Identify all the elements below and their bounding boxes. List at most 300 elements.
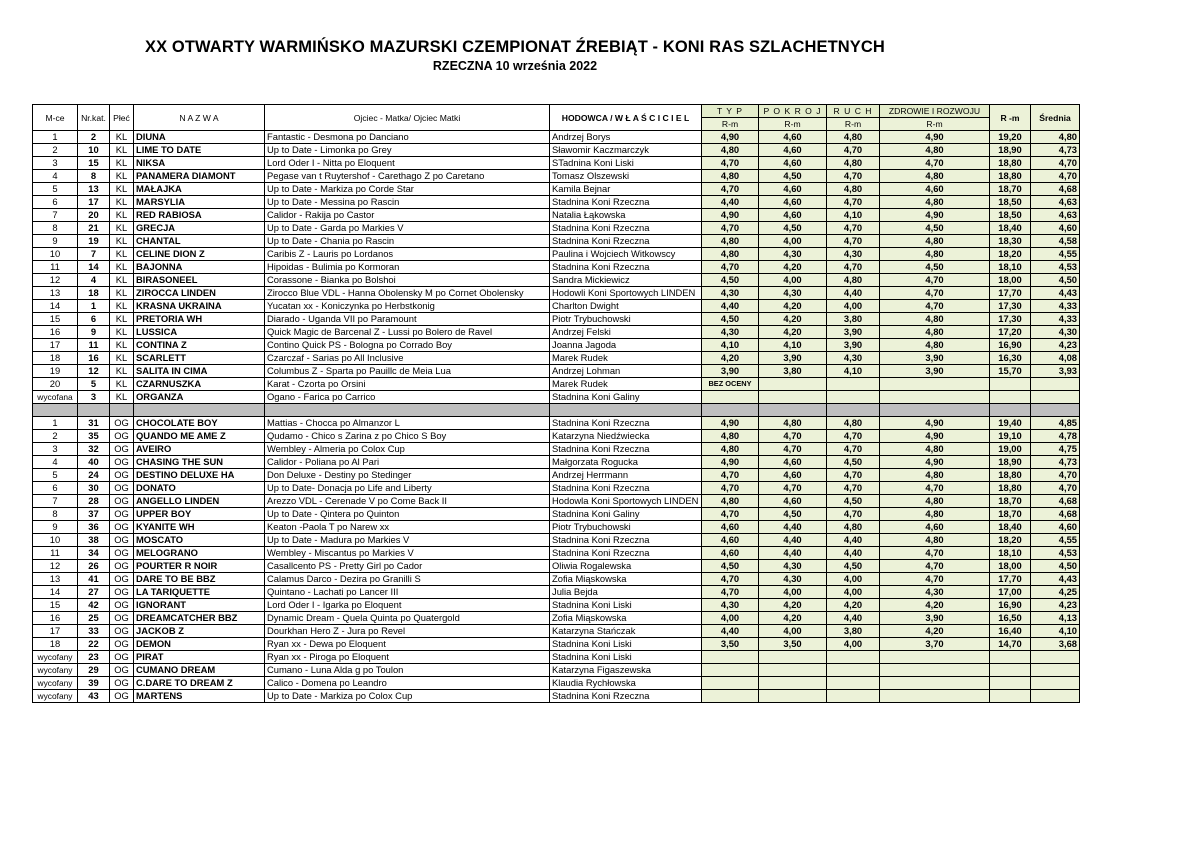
cell-breeder: Stadnina Koni Galiny — [550, 508, 702, 521]
cell-pokroj: 4,20 — [759, 326, 827, 339]
cell-zdrowie: 4,70 — [880, 482, 990, 495]
cell-nr: 30 — [78, 482, 110, 495]
cell-name: DARE TO BE BBZ — [134, 573, 265, 586]
cell-place: 11 — [33, 547, 78, 560]
cell-ruch: 4,40 — [827, 534, 880, 547]
cell-place: 8 — [33, 508, 78, 521]
cell-typ: 4,70 — [702, 586, 759, 599]
cell-avg: 4,68 — [1031, 495, 1080, 508]
cell-breeder: Piotr Trybuchowski — [550, 313, 702, 326]
cell-sex: OG — [110, 547, 134, 560]
table-row — [33, 690, 1080, 703]
cell-nr: 11 — [78, 339, 110, 352]
cell-avg: 4,53 — [1031, 547, 1080, 560]
cell-breeder: Stadnina Koni Rzeczna — [550, 690, 702, 703]
table-row — [33, 235, 1080, 248]
cell-sex: OG — [110, 612, 134, 625]
cell-avg: 4,43 — [1031, 287, 1080, 300]
cell-pedigree: Up to Date - Garda po Markies V — [265, 222, 550, 235]
table-row — [33, 378, 1080, 391]
cell-pokroj: 3,50 — [759, 638, 827, 651]
cell-pedigree: Caribis Z - Lauris po Lordanos — [265, 248, 550, 261]
cell-name: ANGELLO LINDEN — [134, 495, 265, 508]
col-zdrowie: ZDROWIE I ROZWOJU — [880, 105, 990, 118]
cell-name: CZARNUSZKA — [134, 378, 265, 391]
cell-nr: 7 — [78, 248, 110, 261]
cell-place: 2 — [33, 430, 78, 443]
cell-rm: 16,50 — [990, 612, 1031, 625]
cell-zdrowie: 4,70 — [880, 573, 990, 586]
cell-pokroj: 4,30 — [759, 248, 827, 261]
cell-sex: KL — [110, 326, 134, 339]
cell-pokroj: 4,60 — [759, 456, 827, 469]
cell-sex: KL — [110, 248, 134, 261]
cell-place: 6 — [33, 482, 78, 495]
cell-pokroj: 4,20 — [759, 599, 827, 612]
cell-pokroj: 4,50 — [759, 508, 827, 521]
cell-pedigree: Wembley - Miscantus po Markies V — [265, 547, 550, 560]
cell-sex: OG — [110, 586, 134, 599]
cell-name: JACKOB Z — [134, 625, 265, 638]
cell-pokroj — [759, 677, 827, 690]
cell-pokroj — [759, 378, 827, 391]
cell-place: 18 — [33, 352, 78, 365]
cell-breeder: Hodowla Koni Sportowych LINDEN — [550, 495, 702, 508]
cell-place: 3 — [33, 443, 78, 456]
cell-place: 1 — [33, 417, 78, 430]
cell-pokroj: 4,60 — [759, 183, 827, 196]
cell-name: RED RABIOSA — [134, 209, 265, 222]
cell-place: 19 — [33, 365, 78, 378]
cell-pokroj: 4,40 — [759, 534, 827, 547]
cell-zdrowie — [880, 677, 990, 690]
cell-name: MELOGRANO — [134, 547, 265, 560]
cell-typ: 4,80 — [702, 248, 759, 261]
cell-pedigree: Calidor - Rakija po Castor — [265, 209, 550, 222]
cell-ruch: 4,80 — [827, 521, 880, 534]
cell-name: SALITA IN CIMA — [134, 365, 265, 378]
cell-name: PANAMERA DIAMONT — [134, 170, 265, 183]
cell-place: wycofany — [33, 651, 78, 664]
table-row — [33, 313, 1080, 326]
table-row — [33, 651, 1080, 664]
cell-breeder: Andrzej Felski — [550, 326, 702, 339]
cell-typ: 4,40 — [702, 625, 759, 638]
cell-breeder: Stadnina Koni Rzeczna — [550, 443, 702, 456]
cell-rm: 18,80 — [990, 170, 1031, 183]
cell-rm: 18,70 — [990, 508, 1031, 521]
col-pedigree: Ojciec - Matka/ Ojciec Matki — [265, 105, 550, 131]
cell-zdrowie: 4,50 — [880, 261, 990, 274]
cell-nr: 29 — [78, 664, 110, 677]
separator-cell — [759, 404, 827, 417]
cell-pedigree: Lord Oder I - Igarka po Eloquent — [265, 599, 550, 612]
cell-name: ZIROCCA LINDEN — [134, 287, 265, 300]
cell-pokroj: 4,60 — [759, 157, 827, 170]
cell-zdrowie: 4,80 — [880, 443, 990, 456]
cell-name: LA TARIQUETTE — [134, 586, 265, 599]
cell-sex: OG — [110, 599, 134, 612]
cell-zdrowie: 4,20 — [880, 599, 990, 612]
table-row — [33, 638, 1080, 651]
cell-place: 15 — [33, 599, 78, 612]
table-header — [33, 105, 1080, 131]
cell-zdrowie: 4,80 — [880, 495, 990, 508]
cell-breeder: Stadnina Koni Rzeczna — [550, 222, 702, 235]
cell-breeder: Andrzej Herrmann — [550, 469, 702, 482]
cell-typ: 4,80 — [702, 430, 759, 443]
cell-place: 6 — [33, 196, 78, 209]
cell-typ: 4,30 — [702, 326, 759, 339]
cell-nr: 1 — [78, 300, 110, 313]
cell-breeder: Tomasz Olszewski — [550, 170, 702, 183]
cell-name: CUMANO DREAM — [134, 664, 265, 677]
cell-breeder: Piotr Trybuchowski — [550, 521, 702, 534]
table-row — [33, 469, 1080, 482]
cell-typ: 4,40 — [702, 196, 759, 209]
cell-typ: 4,10 — [702, 339, 759, 352]
cell-rm — [990, 664, 1031, 677]
cell-rm: 19,20 — [990, 131, 1031, 144]
cell-ruch: 4,80 — [827, 417, 880, 430]
cell-place: 4 — [33, 170, 78, 183]
cell-pokroj: 4,00 — [759, 586, 827, 599]
cell-sex: OG — [110, 456, 134, 469]
table-row — [33, 144, 1080, 157]
cell-rm — [990, 391, 1031, 404]
cell-pokroj: 4,30 — [759, 560, 827, 573]
cell-pokroj: 4,60 — [759, 495, 827, 508]
cell-typ: 4,80 — [702, 495, 759, 508]
cell-rm: 18,70 — [990, 183, 1031, 196]
cell-avg: 4,25 — [1031, 586, 1080, 599]
cell-typ: 4,50 — [702, 274, 759, 287]
cell-zdrowie: 3,90 — [880, 612, 990, 625]
cell-place: 14 — [33, 300, 78, 313]
cell-avg: 4,85 — [1031, 417, 1080, 430]
cell-avg: 4,60 — [1031, 521, 1080, 534]
cell-avg: 3,68 — [1031, 638, 1080, 651]
cell-typ: 4,80 — [702, 170, 759, 183]
cell-sex: OG — [110, 430, 134, 443]
cell-name: MOSCATO — [134, 534, 265, 547]
cell-avg: 4,73 — [1031, 144, 1080, 157]
cell-name: CHOCOLATE BOY — [134, 417, 265, 430]
cell-ruch: 4,00 — [827, 573, 880, 586]
cell-zdrowie — [880, 391, 990, 404]
cell-pedigree: Calidor - Poliana po Al Pari — [265, 456, 550, 469]
cell-breeder: Stadnina Koni Rzeczna — [550, 547, 702, 560]
cell-rm: 18,20 — [990, 248, 1031, 261]
cell-breeder: Zofia Miąskowska — [550, 612, 702, 625]
cell-pedigree: Up to Date - Qintera po Quinton — [265, 508, 550, 521]
cell-pedigree: Columbus Z - Sparta po Pauillc de Meia Lua — [265, 365, 550, 378]
cell-name: DIUNA — [134, 131, 265, 144]
cell-ruch: 3,90 — [827, 339, 880, 352]
table-row — [33, 612, 1080, 625]
cell-place: 15 — [33, 313, 78, 326]
cell-pokroj: 4,30 — [759, 573, 827, 586]
table-row — [33, 495, 1080, 508]
cell-sex: KL — [110, 183, 134, 196]
cell-typ: 4,70 — [702, 573, 759, 586]
cell-name: AVEIRO — [134, 443, 265, 456]
cell-zdrowie: 4,70 — [880, 287, 990, 300]
table-row — [33, 365, 1080, 378]
cell-pokroj: 4,60 — [759, 196, 827, 209]
cell-rm — [990, 378, 1031, 391]
col-name: N A Z W A — [134, 105, 265, 131]
cell-typ: 4,30 — [702, 599, 759, 612]
table-row — [33, 573, 1080, 586]
cell-place: 10 — [33, 248, 78, 261]
col-ruch: R U C H — [827, 105, 880, 118]
cell-rm: 17,30 — [990, 300, 1031, 313]
cell-zdrowie: 4,90 — [880, 430, 990, 443]
table-row — [33, 534, 1080, 547]
cell-ruch: 4,70 — [827, 508, 880, 521]
cell-ruch: 4,70 — [827, 144, 880, 157]
cell-nr: 21 — [78, 222, 110, 235]
cell-ruch: 4,70 — [827, 235, 880, 248]
cell-breeder: Katarzyna Figaszewska — [550, 664, 702, 677]
cell-sex: KL — [110, 196, 134, 209]
cell-ruch: 4,10 — [827, 365, 880, 378]
cell-avg: 4,13 — [1031, 612, 1080, 625]
cell-ruch: 4,20 — [827, 599, 880, 612]
cell-place: 5 — [33, 183, 78, 196]
cell-breeder: Paulina i Wojciech Witkowscy — [550, 248, 702, 261]
cell-avg — [1031, 664, 1080, 677]
cell-avg: 3,93 — [1031, 365, 1080, 378]
cell-avg: 4,23 — [1031, 599, 1080, 612]
cell-ruch: 4,70 — [827, 196, 880, 209]
col-rm: R -m — [990, 105, 1031, 131]
cell-nr: 43 — [78, 690, 110, 703]
separator-cell — [827, 404, 880, 417]
cell-avg: 4,78 — [1031, 430, 1080, 443]
cell-rm: 18,80 — [990, 157, 1031, 170]
table-row — [33, 482, 1080, 495]
cell-typ: 4,40 — [702, 300, 759, 313]
cell-typ — [702, 651, 759, 664]
cell-pokroj — [759, 651, 827, 664]
cell-avg — [1031, 677, 1080, 690]
cell-rm: 19,10 — [990, 430, 1031, 443]
cell-place: wycofany — [33, 664, 78, 677]
cell-ruch: 4,00 — [827, 300, 880, 313]
table-row — [33, 391, 1080, 404]
cell-ruch: 4,30 — [827, 352, 880, 365]
cell-place: 16 — [33, 326, 78, 339]
cell-sex: KL — [110, 209, 134, 222]
cell-breeder: Andrzej Lohman — [550, 365, 702, 378]
cell-avg: 4,08 — [1031, 352, 1080, 365]
cell-pokroj: 4,40 — [759, 547, 827, 560]
cell-nr: 32 — [78, 443, 110, 456]
cell-nr: 38 — [78, 534, 110, 547]
cell-sex: KL — [110, 157, 134, 170]
cell-sex: OG — [110, 534, 134, 547]
separator-cell — [265, 404, 550, 417]
cell-sex: KL — [110, 313, 134, 326]
cell-pokroj: 4,80 — [759, 417, 827, 430]
cell-pokroj: 3,80 — [759, 365, 827, 378]
cell-ruch: 4,30 — [827, 248, 880, 261]
cell-zdrowie: 4,20 — [880, 625, 990, 638]
cell-sex: OG — [110, 664, 134, 677]
cell-typ: 4,80 — [702, 235, 759, 248]
cell-avg: 4,63 — [1031, 196, 1080, 209]
cell-ruch — [827, 690, 880, 703]
cell-avg — [1031, 651, 1080, 664]
cell-pedigree: Up to Date - Markiza po Colox Cup — [265, 690, 550, 703]
cell-zdrowie: 4,80 — [880, 170, 990, 183]
cell-place: 14 — [33, 586, 78, 599]
cell-place: 7 — [33, 495, 78, 508]
cell-typ: 4,60 — [702, 534, 759, 547]
cell-nr: 10 — [78, 144, 110, 157]
cell-sex: OG — [110, 690, 134, 703]
cell-breeder: Zofia Miąskowska — [550, 573, 702, 586]
cell-breeder: Stadnina Koni Rzeczna — [550, 482, 702, 495]
cell-breeder: Stadnina Koni Rzeczna — [550, 196, 702, 209]
cell-typ: 4,70 — [702, 183, 759, 196]
cell-sex: OG — [110, 482, 134, 495]
cell-pedigree: Up to Date - Markiza po Corde Star — [265, 183, 550, 196]
cell-pedigree: Quintano - Lachati po Lancer III — [265, 586, 550, 599]
cell-typ: 4,80 — [702, 144, 759, 157]
cell-pedigree: Keaton -Paola T po Narew xx — [265, 521, 550, 534]
cell-zdrowie: 4,60 — [880, 521, 990, 534]
cell-ruch: 4,10 — [827, 209, 880, 222]
cell-place: 16 — [33, 612, 78, 625]
cell-pedigree: Quick Magic de Barcenal Z - Lussi po Bolero de Ravel — [265, 326, 550, 339]
cell-avg — [1031, 378, 1080, 391]
cell-nr: 20 — [78, 209, 110, 222]
cell-ruch: 4,50 — [827, 456, 880, 469]
cell-avg: 4,58 — [1031, 235, 1080, 248]
cell-breeder: Katarzyna Niedźwiecka — [550, 430, 702, 443]
cell-avg: 4,60 — [1031, 222, 1080, 235]
cell-sex: OG — [110, 443, 134, 456]
col-place: M-ce — [33, 105, 78, 131]
cell-pedigree: Up to Date - Chania po Rascin — [265, 235, 550, 248]
cell-name: UPPER BOY — [134, 508, 265, 521]
cell-name: LIME TO DATE — [134, 144, 265, 157]
cell-ruch: 3,90 — [827, 326, 880, 339]
sub-rm-typ: R-m — [702, 118, 759, 131]
cell-name: SCARLETT — [134, 352, 265, 365]
cell-zdrowie: 4,80 — [880, 248, 990, 261]
cell-breeder: Natalia Łąkowska — [550, 209, 702, 222]
cell-sex: OG — [110, 573, 134, 586]
cell-nr: 28 — [78, 495, 110, 508]
cell-breeder: Sandra Mickiewicz — [550, 274, 702, 287]
table-row — [33, 300, 1080, 313]
cell-sex: KL — [110, 365, 134, 378]
cell-typ: 4,50 — [702, 313, 759, 326]
cell-typ: 4,70 — [702, 261, 759, 274]
cell-sex: KL — [110, 170, 134, 183]
cell-typ: 4,70 — [702, 157, 759, 170]
cell-avg: 4,23 — [1031, 339, 1080, 352]
cell-rm — [990, 677, 1031, 690]
cell-rm: 18,10 — [990, 547, 1031, 560]
cell-sex: OG — [110, 469, 134, 482]
cell-typ: 4,70 — [702, 469, 759, 482]
cell-rm — [990, 690, 1031, 703]
cell-pedigree: Ryan xx - Dewa po Eloquent — [265, 638, 550, 651]
table-row — [33, 599, 1080, 612]
cell-ruch: 4,80 — [827, 274, 880, 287]
cell-ruch: 4,00 — [827, 638, 880, 651]
cell-name: PRETORIA WH — [134, 313, 265, 326]
cell-breeder: Stadnina Koni Liski — [550, 651, 702, 664]
cell-breeder: Julia Bejda — [550, 586, 702, 599]
cell-place: 9 — [33, 521, 78, 534]
cell-typ: 4,90 — [702, 131, 759, 144]
cell-zdrowie: 3,90 — [880, 365, 990, 378]
cell-pokroj: 4,50 — [759, 170, 827, 183]
cell-name: MARSYLIA — [134, 196, 265, 209]
cell-ruch: 4,70 — [827, 482, 880, 495]
cell-sex: KL — [110, 300, 134, 313]
cell-zdrowie: 4,70 — [880, 547, 990, 560]
separator-cell — [1031, 404, 1080, 417]
cell-rm — [990, 651, 1031, 664]
cell-name: ORGANZA — [134, 391, 265, 404]
cell-place: 7 — [33, 209, 78, 222]
separator-cell — [110, 404, 134, 417]
cell-pedigree: Diarado - Uganda VII po Paramount — [265, 313, 550, 326]
cell-nr: 19 — [78, 235, 110, 248]
cell-zdrowie: 4,80 — [880, 339, 990, 352]
cell-pokroj: 4,00 — [759, 274, 827, 287]
cell-place: 12 — [33, 274, 78, 287]
cell-rm: 16,90 — [990, 599, 1031, 612]
cell-pedigree: Ogano - Farica po Carrico — [265, 391, 550, 404]
cell-sex: KL — [110, 131, 134, 144]
cell-rm: 16,30 — [990, 352, 1031, 365]
cell-ruch: 3,80 — [827, 313, 880, 326]
cell-breeder: Katarzyna Stańczak — [550, 625, 702, 638]
cell-breeder: Marek Rudek — [550, 352, 702, 365]
cell-breeder: Klaudia Rychłowska — [550, 677, 702, 690]
cell-nr: 17 — [78, 196, 110, 209]
cell-typ — [702, 664, 759, 677]
cell-sex: KL — [110, 261, 134, 274]
cell-avg: 4,53 — [1031, 261, 1080, 274]
cell-place: 5 — [33, 469, 78, 482]
cell-name: CONTINA Z — [134, 339, 265, 352]
cell-pokroj: 4,70 — [759, 482, 827, 495]
cell-nr: 8 — [78, 170, 110, 183]
cell-sex: OG — [110, 508, 134, 521]
cell-nr: 18 — [78, 287, 110, 300]
cell-ruch: 4,70 — [827, 430, 880, 443]
cell-pokroj: 4,20 — [759, 300, 827, 313]
cell-sex: OG — [110, 638, 134, 651]
cell-sex: OG — [110, 417, 134, 430]
table-row — [33, 170, 1080, 183]
table-row — [33, 508, 1080, 521]
cell-breeder: Charlton Dwight — [550, 300, 702, 313]
separator-cell — [702, 404, 759, 417]
cell-avg: 4,75 — [1031, 443, 1080, 456]
cell-place: 10 — [33, 534, 78, 547]
cell-avg: 4,10 — [1031, 625, 1080, 638]
